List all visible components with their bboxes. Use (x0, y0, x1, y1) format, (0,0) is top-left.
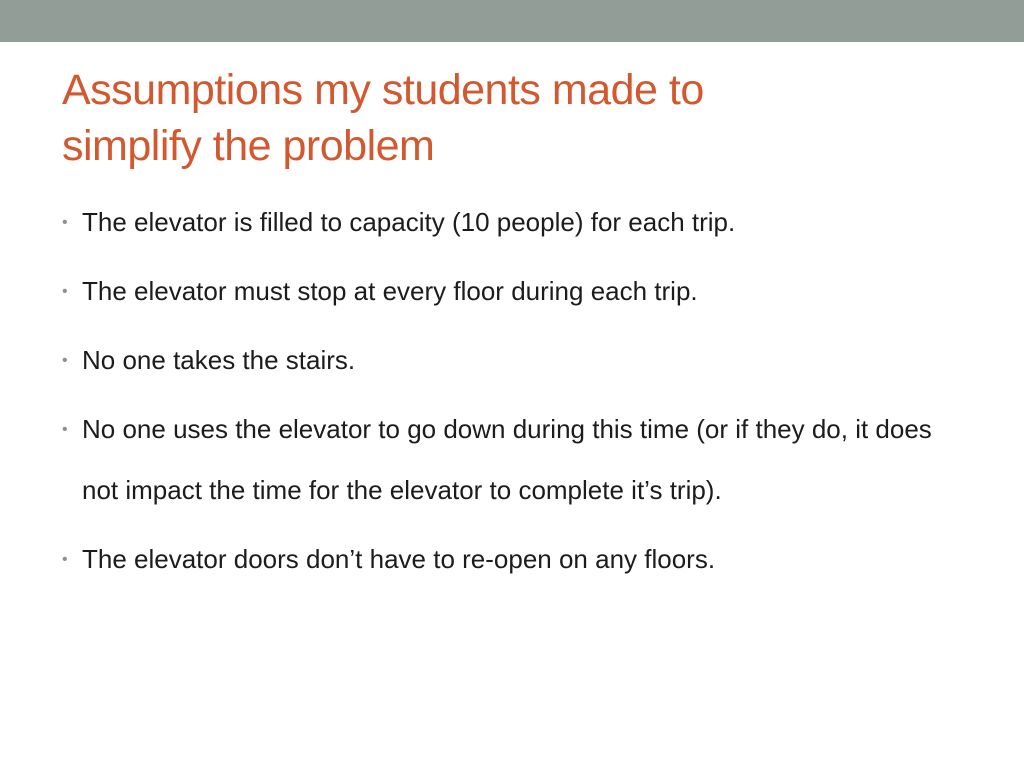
bullet-item (62, 261, 967, 322)
bullet-item (62, 529, 967, 590)
bullet-item (62, 399, 967, 521)
bullet-text: No one uses the elevator to go down during this time (or if they do, it does not impact the time for the elevator to complete it’s trip). (82, 414, 932, 505)
bullet-text: The elevator must stop at every floor during each trip. (82, 276, 698, 306)
bullet-item (62, 330, 967, 391)
bullet-text: The elevator is filled to capacity (10 people) for each trip. (82, 207, 736, 237)
bullet-text: The elevator doors don’t have to re-open on any floors. (82, 544, 716, 574)
title-line: simplify the problem (62, 122, 435, 170)
bullet-item (62, 192, 967, 253)
top-accent-bar (0, 0, 1024, 42)
bullet-list (62, 192, 967, 598)
bullet-icon: • (62, 421, 68, 438)
title-line: Assumptions my students made to (62, 66, 704, 114)
bullet-icon: • (62, 283, 68, 300)
bullet-icon: • (62, 214, 68, 231)
bullet-icon: • (62, 551, 68, 568)
bullet-text: No one takes the stairs. (82, 345, 356, 375)
bullet-icon: • (62, 352, 68, 369)
slide-title (62, 62, 962, 174)
